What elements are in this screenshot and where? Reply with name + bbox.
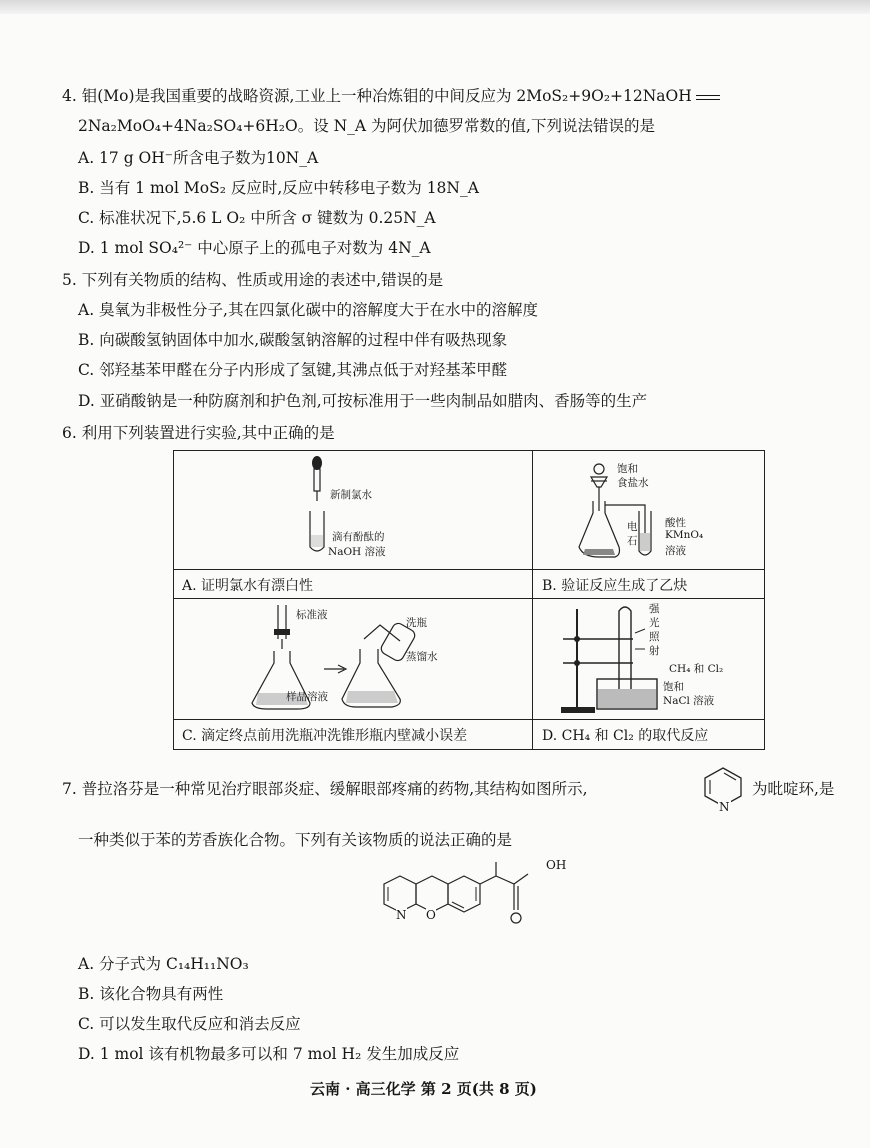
label-saturated-nacl-2: NaCl 溶液	[663, 695, 715, 707]
titration-figure	[174, 599, 532, 719]
pranoprofen-structure	[360, 860, 590, 940]
label-phenolphthalein: 滴有酚酞的	[332, 531, 385, 543]
q5-option-a: A. 臭氧为非极性分子,其在四氯化碳中的溶解度大于在水中的溶解度	[78, 301, 538, 319]
label-ch4-cl2: CH₄ 和 Cl₂	[669, 663, 724, 675]
q7-option-c: C. 可以发生取代反应和消去反应	[78, 1015, 301, 1033]
label-brine: 食盐水	[617, 477, 649, 489]
q5-option-d: D. 亚硝酸钠是一种防腐剂和护色剂,可按标准用于一些肉制品如腊肉、香肠等的生产	[78, 392, 648, 410]
q4-option-b: B. 当有 1 mol MoS₂ 反应时,反应中转移电子数为 18N_A	[78, 179, 479, 197]
structure-oh-label: OH	[546, 858, 567, 872]
q6-cell-b	[533, 451, 764, 569]
q5-stem: 5. 下列有关物质的结构、性质或用途的表述中,错误的是	[62, 271, 444, 289]
q5-option-b: B. 向碳酸氢钠固体中加水,碳酸氢钠溶解的过程中伴有吸热现象	[78, 331, 508, 349]
q6-caption-d: D. CH₄ 和 Cl₂ 的取代反应	[542, 728, 709, 744]
q4-option-d: D. 1 mol SO₄²⁻ 中心原子上的孤电子对数为 4N_A	[78, 239, 431, 257]
q7-stem-part1: 7. 普拉洛芬是一种常见治疗眼部炎症、缓解眼部疼痛的药物,其结构如图所示,	[62, 780, 588, 798]
equilibrium-sign	[696, 95, 720, 100]
q6-cell-c	[174, 599, 532, 719]
q6-apparatus-table	[173, 450, 765, 750]
q6-caption-a: A. 证明氯水有漂白性	[182, 578, 314, 594]
q6-caption-b: B. 验证反应生成了乙炔	[542, 578, 688, 594]
label-standard-solution: 标准液	[296, 609, 328, 621]
label-carbide-2: 石	[627, 535, 638, 547]
label-sample-solution: 样品溶液	[286, 691, 328, 703]
pyridine-n-label: N	[719, 800, 730, 814]
q6-stem: 6. 利用下列装置进行实验,其中正确的是	[62, 424, 335, 442]
q4-stem-line1: 4. 钼(Mo)是我国重要的战略资源,工业上一种冶炼钼的中间反应为 2MoS₂+9O₂+12NaOH	[62, 84, 720, 106]
label-strong-3: 照	[649, 631, 660, 643]
q7-option-a: A. 分子式为 C₁₄H₁₁NO₃	[78, 955, 249, 973]
q7-option-b: B. 该化合物具有两性	[78, 985, 224, 1003]
label-carbide-1: 电	[627, 521, 638, 533]
q6-cell-d	[533, 599, 764, 719]
page-footer: 云南 · 高三化学 第 2 页(共 8 页)	[310, 1080, 537, 1098]
label-strong-2: 光	[649, 617, 660, 629]
label-distilled-water: 蒸馏水	[406, 651, 438, 663]
q7-stem-line2: 一种类似于苯的芳香族化合物。下列有关该物质的说法正确的是	[78, 831, 513, 849]
label-strong-1: 强	[649, 603, 660, 615]
label-kmno4: KMnO₄	[665, 529, 704, 541]
label-solution: 溶液	[665, 545, 686, 557]
acetylene-apparatus-figure	[533, 451, 764, 569]
label-chlorine-water: 新制氯水	[330, 489, 372, 501]
label-strong-4: 射	[649, 645, 660, 657]
q4-option-c: C. 标准状况下,5.6 L O₂ 中所含 σ 键数为 0.25N_A	[78, 209, 436, 227]
q6-cell-a	[174, 451, 532, 569]
pyridine-ring-figure	[700, 764, 746, 812]
q4-option-a: A. 17 g OH⁻所含电子数为10N_A	[78, 149, 319, 167]
label-saturated: 饱和	[617, 463, 638, 475]
q7-option-d: D. 1 mol 该有机物最多可以和 7 mol H₂ 发生加成反应	[78, 1045, 460, 1063]
label-acidic: 酸性	[665, 517, 686, 529]
label-wash-bottle: 洗瓶	[406, 617, 427, 629]
structure-o-label: O	[426, 908, 436, 922]
q4-stem-line2: 2Na₂MoO₄+4Na₂SO₄+6H₂O。设 N_A 为阿伏加德罗常数的值,下列说法错误的是	[78, 117, 655, 135]
structure-n-label: N	[396, 908, 407, 922]
q7-stem-part2: 为吡啶环,是	[752, 780, 835, 798]
q6-caption-c: C. 滴定终点前用洗瓶冲洗锥形瓶内壁减小误差	[182, 728, 468, 744]
label-saturated-nacl-1: 饱和	[663, 681, 684, 693]
scan-top-edge	[0, 0, 870, 14]
label-naoh: NaOH 溶液	[328, 546, 386, 558]
q5-option-c: C. 邻羟基苯甲醛在分子内形成了氢键,其沸点低于对羟基苯甲醛	[78, 361, 508, 379]
